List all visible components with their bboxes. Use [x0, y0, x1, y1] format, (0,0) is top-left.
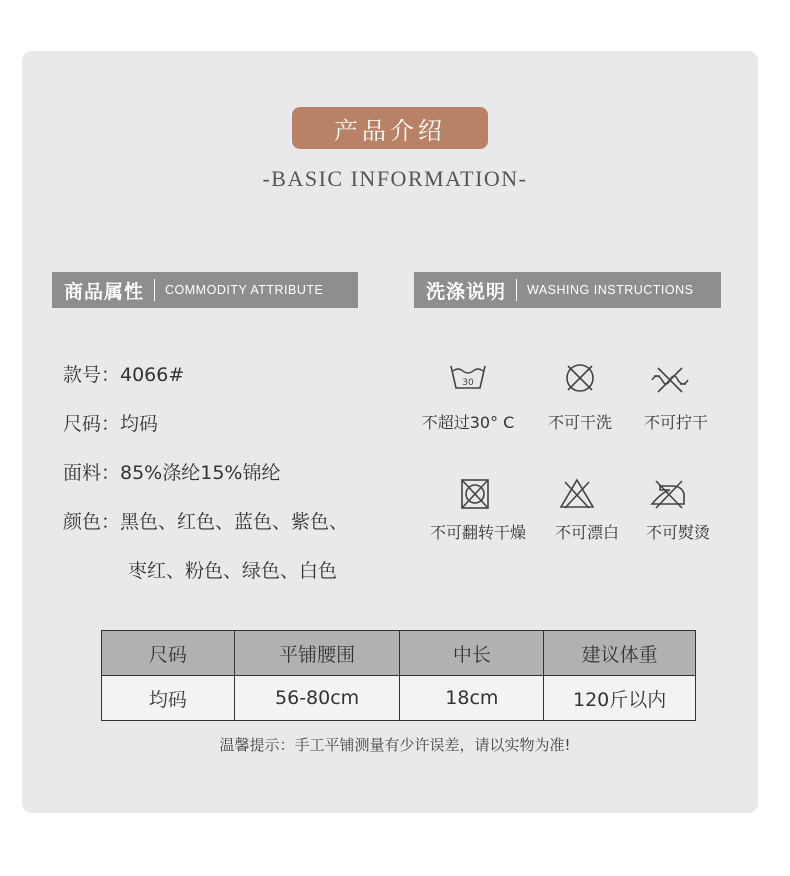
- no-bleach-icon: [557, 478, 597, 510]
- no-tumble-dry-icon: [455, 478, 495, 510]
- cell-size: 均码: [102, 676, 235, 721]
- commodity-attribute-header: [52, 272, 358, 308]
- attr-color: 颜色：黑色、红色、蓝色、紫色、: [63, 511, 349, 533]
- section-title-cn: 商品属性: [64, 280, 145, 303]
- section-title-en: WASHING INSTRUCTIONS: [527, 283, 694, 297]
- attr-color-continued: 枣红、粉色、绿色、白色: [128, 560, 338, 582]
- attr-style-no: 款号：4066#: [63, 364, 185, 386]
- no-iron-icon: [648, 478, 688, 510]
- column-header-weight: 建议体重: [544, 631, 696, 676]
- table-header-row: [102, 631, 696, 676]
- wash-label: 不超过30° C: [421, 413, 515, 432]
- divider: [154, 279, 155, 301]
- no-wring-icon: [650, 364, 690, 396]
- measurement-note: 温馨提示：手工平铺测量有少许误差，请以实物为准!: [219, 736, 571, 754]
- column-header-size: 尺码: [102, 631, 235, 676]
- wash-label: 不可拧干: [643, 413, 708, 432]
- page-title: 产品介绍: [292, 107, 488, 149]
- cell-weight: 120斤以内: [544, 676, 696, 721]
- wash-30-icon: [448, 362, 488, 394]
- wash-temp-label: 30: [462, 378, 474, 388]
- no-dry-clean-icon: [560, 362, 600, 394]
- page-subtitle: -BASIC INFORMATION-: [262, 166, 528, 191]
- section-title-en: COMMODITY ATTRIBUTE: [165, 283, 324, 297]
- divider: [516, 279, 517, 301]
- column-header-length: 中长: [400, 631, 544, 676]
- wash-label: 不可漂白: [554, 523, 619, 542]
- washing-instructions-header: [414, 272, 721, 308]
- attr-size: 尺码：均码: [63, 413, 159, 435]
- wash-label: 不可干洗: [547, 413, 612, 432]
- section-title-cn: 洗涤说明: [426, 280, 507, 303]
- cell-waist: 56-80cm: [234, 676, 400, 721]
- wash-label: 不可熨烫: [645, 523, 710, 542]
- column-header-waist: 平铺腰围: [234, 631, 400, 676]
- size-table: [101, 630, 696, 721]
- attr-fabric: 面料：85%涤纶15%锦纶: [63, 462, 281, 484]
- wash-label: 不可翻转干燥: [429, 523, 526, 542]
- table-row: [102, 676, 696, 721]
- cell-length: 18cm: [400, 676, 544, 721]
